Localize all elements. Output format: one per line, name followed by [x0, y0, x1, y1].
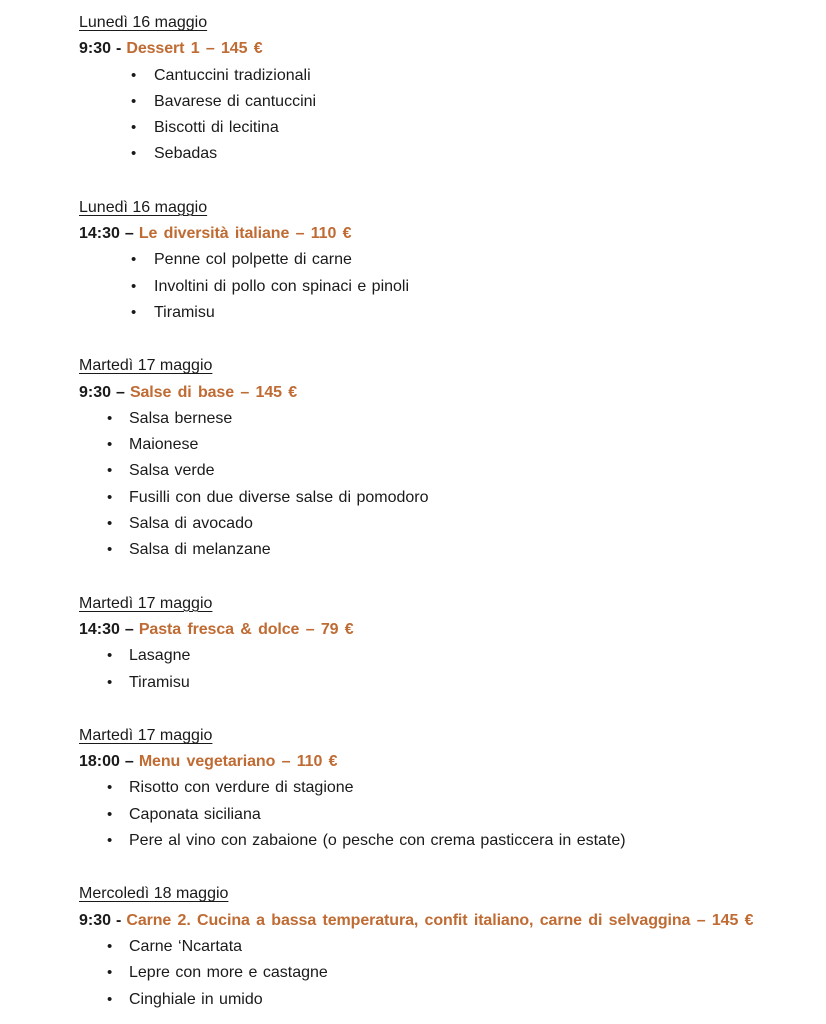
- menu-item-text: Salsa bernese: [129, 409, 233, 427]
- bullet-icon: •: [131, 66, 137, 84]
- list-item: [79, 934, 786, 960]
- bullet-icon: •: [131, 92, 137, 110]
- list-item: [79, 63, 786, 89]
- menu-item-text: Cantuccini tradizionali: [154, 66, 311, 84]
- course-line: [79, 749, 786, 775]
- bullet-icon: •: [107, 409, 113, 427]
- course-title: Menu vegetariano – 110 €: [138, 753, 338, 771]
- course-time: 9:30: [79, 383, 112, 401]
- bullet-icon: •: [131, 251, 137, 269]
- bullet-icon: •: [107, 964, 113, 982]
- bullet-icon: •: [131, 303, 137, 321]
- dash-separator: -: [116, 911, 122, 929]
- menu-item-text: Maionese: [129, 436, 199, 454]
- bullet-icon: •: [131, 145, 137, 163]
- course-title: Salse di base – 145 €: [129, 383, 298, 401]
- list-item: [79, 432, 786, 458]
- list-item: [79, 802, 786, 828]
- day-heading: [79, 195, 786, 221]
- menu-item-text: Tiramisu: [129, 673, 190, 691]
- course-time: 9:30: [79, 40, 112, 58]
- bullet-icon: •: [107, 805, 113, 823]
- course-line: [79, 908, 786, 934]
- course-title: Dessert 1 – 145 €: [126, 40, 263, 58]
- menu-item-text: Cinghiale in umido: [129, 990, 263, 1008]
- schedule-section: [79, 195, 786, 326]
- day-heading-text: Lunedì 16 maggio: [79, 198, 208, 216]
- menu-item-text: Bavarese di cantuccini: [154, 92, 317, 110]
- list-item: [79, 115, 786, 141]
- menu-list: [79, 406, 786, 564]
- menu-item-text: Tiramisu: [154, 303, 215, 321]
- day-heading: [79, 723, 786, 749]
- list-item: [79, 406, 786, 432]
- list-item: [79, 987, 786, 1013]
- menu-item-text: Fusilli con due diverse salse di pomodoro: [129, 488, 429, 506]
- course-line: [79, 380, 786, 406]
- bullet-icon: •: [107, 647, 113, 665]
- course-line: [79, 617, 786, 643]
- bullet-icon: •: [107, 779, 113, 797]
- dash-separator: –: [116, 383, 125, 401]
- course-line: [79, 36, 786, 62]
- menu-item-text: Salsa di avocado: [129, 515, 253, 533]
- bullet-icon: •: [107, 436, 113, 454]
- dash-separator: -: [116, 40, 122, 58]
- schedule-section: [79, 353, 786, 563]
- day-heading-text: Martedì 17 maggio: [79, 726, 213, 744]
- menu-list: [79, 775, 786, 854]
- list-item: [79, 274, 786, 300]
- bullet-icon: •: [107, 673, 113, 691]
- list-item: [79, 485, 786, 511]
- bullet-icon: •: [131, 277, 137, 295]
- list-item: [79, 643, 786, 669]
- day-heading: [79, 353, 786, 379]
- day-heading-text: Mercoledì 18 maggio: [79, 885, 229, 903]
- bullet-icon: •: [131, 119, 137, 137]
- course-time: 14:30: [79, 620, 120, 638]
- day-heading-text: Lunedì 16 maggio: [79, 14, 208, 31]
- day-heading: [79, 10, 786, 36]
- menu-list: [79, 934, 786, 1013]
- bullet-icon: •: [107, 990, 113, 1008]
- schedule-section: [79, 881, 786, 1012]
- course-line: [79, 221, 786, 247]
- menu-item-text: Biscotti di lecitina: [154, 119, 279, 137]
- bullet-icon: •: [107, 937, 113, 955]
- list-item: [79, 960, 786, 986]
- course-time: 14:30: [79, 225, 120, 243]
- menu-item-text: Risotto con verdure di stagione: [129, 779, 354, 797]
- bullet-icon: •: [107, 541, 113, 559]
- menu-item-text: Involtini di pollo con spinaci e pinoli: [154, 277, 410, 295]
- menu-item-text: Pere al vino con zabaione (o pesche con crema pasticcera in estate): [129, 832, 626, 850]
- day-heading-text: Martedì 17 maggio: [79, 594, 213, 612]
- menu-list: [79, 247, 786, 326]
- list-item: [79, 458, 786, 484]
- list-item: [79, 775, 786, 801]
- schedule-section: [79, 591, 786, 696]
- list-item: [79, 511, 786, 537]
- menu-list: [79, 63, 786, 168]
- schedule-section: [79, 723, 786, 854]
- menu-item-text: Sebadas: [154, 145, 218, 163]
- menu-list: [79, 643, 786, 696]
- list-item: [79, 247, 786, 273]
- course-title: Carne 2. Cucina a bassa temperatura, confit italiano, carne di selvaggina – 145 €: [126, 911, 754, 929]
- list-item: [79, 537, 786, 563]
- menu-item-text: Caponata siciliana: [129, 805, 261, 823]
- day-heading: [79, 591, 786, 617]
- menu-item-text: Salsa di melanzane: [129, 541, 271, 559]
- bullet-icon: •: [107, 462, 113, 480]
- bullet-icon: •: [107, 488, 113, 506]
- menu-item-text: Carne ‘Ncartata: [129, 937, 243, 955]
- course-time: 9:30: [79, 911, 112, 929]
- bullet-icon: •: [107, 515, 113, 533]
- menu-item-text: Lasagne: [129, 647, 191, 665]
- day-heading: [79, 881, 786, 907]
- menu-item-text: Salsa verde: [129, 462, 215, 480]
- list-item: [79, 828, 786, 854]
- menu-item-text: Penne col polpette di carne: [154, 251, 352, 269]
- schedule-section: [79, 10, 786, 168]
- dash-separator: –: [124, 225, 134, 243]
- list-item: [79, 670, 786, 696]
- day-heading-text: Martedì 17 maggio: [79, 357, 213, 375]
- list-item: [79, 89, 786, 115]
- dash-separator: –: [124, 753, 134, 771]
- course-title: Le diversità italiane – 110 €: [138, 225, 352, 243]
- dash-separator: –: [124, 620, 134, 638]
- bullet-icon: •: [107, 832, 113, 850]
- list-item: [79, 141, 786, 167]
- course-time: 18:00: [79, 753, 120, 771]
- menu-item-text: Lepre con more e castagne: [129, 964, 328, 982]
- course-title: Pasta fresca & dolce – 79 €: [138, 620, 354, 638]
- list-item: [79, 300, 786, 326]
